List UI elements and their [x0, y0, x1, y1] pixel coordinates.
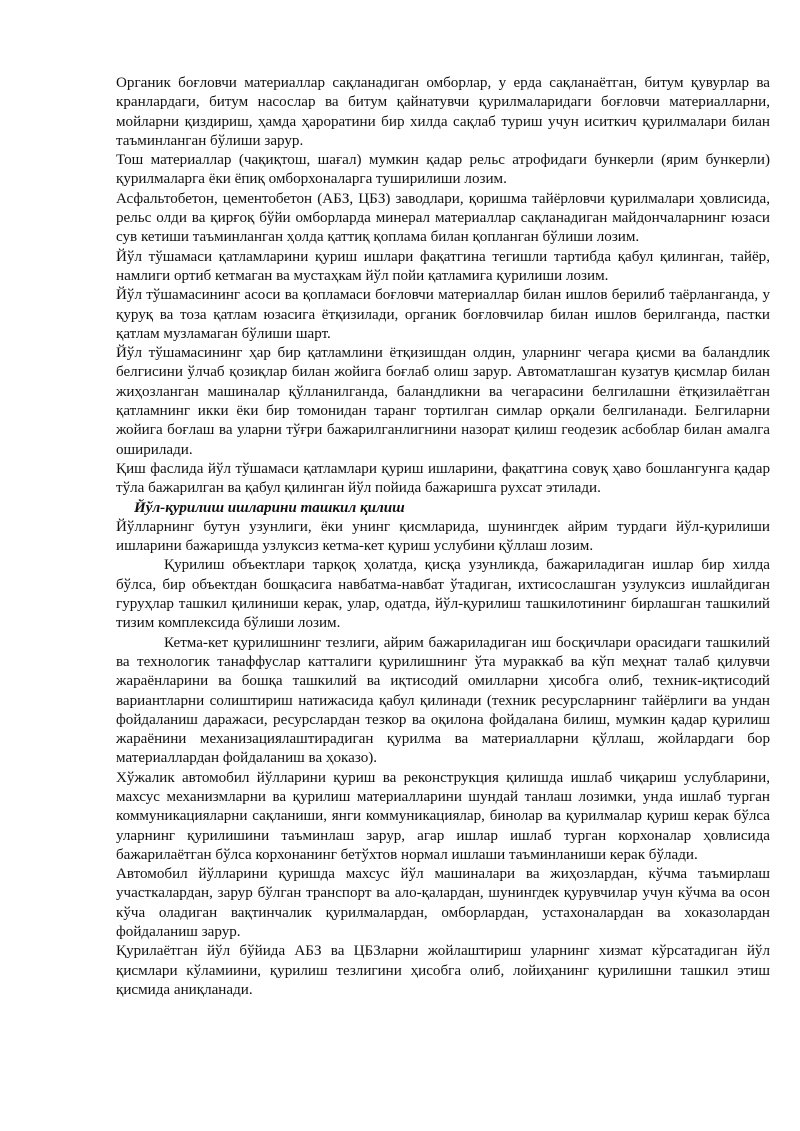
- paragraph-layer-marking: Йўл тўшамасининг ҳар бир қатламлини ётқизишдан олдин, уларнинг чегара қисми ва баландлик белгисини ўлчаб қозиқлар билан жойига боғлаб олиш зарур. Автоматлашган кузатув қисмлар билан жиҳозланган машиналар қўлланилганда, баландликни ва чегарасини белгилашни ётқизилаётган қатламнинг икки ёки бир томонидан таранг тортилган симлар орқали белгиланади. Белгиларни жойига боғлаш ва уларни тўғри бажарилганлигнини назорат қилиш геодезик асбоблар билан амалга оширилади.: [116, 345, 770, 458]
- section-heading: Йўл-қурилиш ишларини ташкил қилиш: [134, 499, 405, 516]
- paragraph-reconstruction: Хўжалик автомобил йўлларини қуриш ва реконструкция қилишда ишлаб чиқариш услубларини, махсус механизмларни ва қурилиш материалларини шундай танлаш лозимки, унда ишлаб турган коммуникацияларни сақланиши, янги коммуникациялар, бинолар ва қурилмалар қуриш керак бўлса уларнинг қурилишини таъминлаш зарур, агар ишлар ишлаб турган корхоналар ҳовлисида бажарилаётган бўлса корхонанинг бетўхтов нормал ишлаши таъминланиши керак бўлади.: [116, 769, 770, 863]
- paragraph-plant-placement: Қурилаётган йўл бўйида АБЗ ва ЦБЗларни жойлаштириш уларнинг хизмат кўрсатадиган йўл қисмлари кўламиини, қурилиш тезлигини ҳисобга олиб, лойиҳанинг қурилишни ташкил этиш қисмида аниқланади.: [116, 943, 770, 998]
- paragraph-special-machinery: Автомобил йўлларини қуришда махсус йўл машиналари ва жиҳозлардан, кўчма таъмирлаш участкалардан, зарур бўлган транспорт ва ало-қалардан, шунингдек қурувчилар учун кўчма ва осон кўча оладиган вақтинчалик қурилмалардан, омборлардан, устахоналардан ва хоказолардан фойдаланиш зарур.: [116, 866, 770, 941]
- paragraph-binder-storage: Органик боғловчи материаллар сақланадиган омборлар, у ерда сақланаётган, битум қувурлар ва кранлардаги, битум насослар ва битум қайнатувчи қурилмаларидаги боғловчи материалларни, мойларни қиздириш, ҳамда ҳароратини бир хилда сақлаб туриш учун иситкич қурилмалари билан таъминланган бўлиши зарур.: [116, 75, 770, 149]
- paragraph-construction-speed: Кетма-кет қурилишнинг тезлиги, айрим бажариладиган иш босқичлари орасидаги ташкилий ва технологик танаффуслар катталиги қурилишнинг ўта мураккаб ва кўп меҳнат талаб қилувчи жараёнларини ва бошқа ташкилий ва иқтисодий омилларни ҳисобга олиб, техник-иқтисодий вариантларни солиштириш натижасида қабул қилинади (техник ресурсларнинг тайёрлиги ва ундан фойдаланиш даражаси, ресурслардан тезкор ва оқилона фойдалана билиш, мумкин қадар қурилиш жараёнини механизациялаштирадиган қурилма ва материалларни қўллаш, жойлардаги бор материаллардан фойдаланиш ва ҳоказо).: [116, 634, 770, 767]
- document-page: [116, 74, 770, 1000]
- paragraph-winter-works: Қиш фаслида йўл тўшамаси қатламлари қуриш ишларини, фақатгина совуқ ҳаво бошлангунга қадар тўла бажарилган ва қабул қилинган йўл пойида бажаришга рухсат этилади.: [116, 460, 770, 497]
- paragraph-asphalt-plants: Асфальтобетон, цементобетон (АБЗ, ЦБЗ) заводлари, қоришма тайёрловчи қурилмалари ҳовлисида, рельс олди ва қирғоқ бўйи омборларда минерал материаллар сақланадиган майдончаларнинг юзаси сув кетиши таъминланган ҳолда қаттиқ қопламa билан қопланган бўлиши лозим.: [116, 190, 770, 246]
- paragraph-base-and-coating: Йўл тўшамасининг асоси ва қопламаси боғловчи материаллар билан ишлов берилиб таёрланганда, у қуруқ ва тоза қатлам юзасига ётқизилади, органик боғловчилар билан ишлов берилганда, пастки қатлам музламаган бўлиши шарт.: [116, 287, 770, 342]
- paragraph-stone-materials: Тош материаллар (чақиқтош, шағал) мумкин қадар рельс атрофидаги бункерли (ярим бункерли) қурилмаларга ёки ёпиқ омборхоналарга туширилиши лозим.: [116, 152, 770, 188]
- paragraph-continuous-method: Йўлларнинг бутун узунлиги, ёки унинг қисмларида, шунингдек айрим турдаги йўл-қурилиши ишларини бажаришда узлуксиз кетма-кет қуриш услубини қўллаш лозим.: [116, 518, 770, 555]
- paragraph-pavement-layers: Йўл тўшамаси қатламларини қуриш ишлари фақатгина тегишли тартибда қабул қилинган, тайёр, намлиги ортиб кетмаган ва мустаҳкам йўл пойи қатламига қурилиши лозим.: [116, 248, 770, 284]
- paragraph-scattered-objects: Қурилиш объектлари тарқоқ ҳолатда, қисқа узунликда, бажариладиган ишлар бир хилда бўлса, бир объектдан бошқасига навбатма-навбат ўтадиган, ихтисослашган узулуксиз ишлайдиган гуруҳлар ташкил қилиниши керак, улар, одатда, йўл-қурилиш ташкилотининг бирлашган ташкилий тизим комплексида бўлиши лозим.: [116, 557, 770, 632]
